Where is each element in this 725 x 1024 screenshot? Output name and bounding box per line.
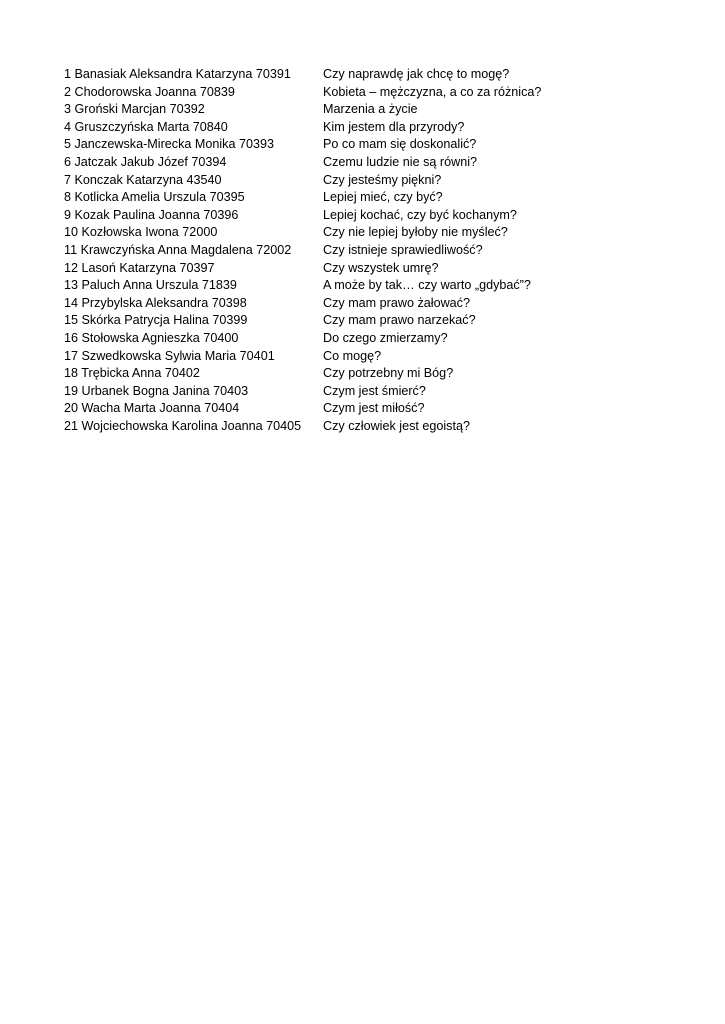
student-entry: 9 Kozak Paulina Joanna 70396 <box>64 207 239 222</box>
student-entry: 2 Chodorowska Joanna 70839 <box>64 84 235 99</box>
student-entry: 1 Banasiak Aleksandra Katarzyna 70391 <box>64 67 291 81</box>
essay-topic: Co mogę? <box>323 348 382 363</box>
essay-topic: Czy potrzebny mi Bóg? <box>323 366 454 381</box>
student-entry: 8 Kotlicka Amelia Urszula 70395 <box>64 190 245 205</box>
student-entry: 7 Konczak Katarzyna 43540 <box>64 172 222 187</box>
essay-topic: Marzenia a życie <box>323 102 418 117</box>
list-item <box>64 260 664 278</box>
essay-topic: Czy człowiek jest egoistą? <box>323 418 470 433</box>
list-item <box>64 418 664 436</box>
list-item <box>64 136 664 154</box>
essay-topic: Czy mam prawo żałować? <box>323 295 470 310</box>
student-entry: 15 Skórka Patrycja Halina 70399 <box>64 313 248 328</box>
essay-topic: Czemu ludzie nie są równi? <box>323 154 477 169</box>
list-item <box>64 207 664 225</box>
list-item <box>64 348 664 366</box>
student-entry: 18 Trębicka Anna 70402 <box>64 366 200 381</box>
student-entry: 16 Stołowska Agnieszka 70400 <box>64 330 239 345</box>
student-entry: 10 Kozłowska Iwona 72000 <box>64 225 218 240</box>
list-item <box>64 101 664 119</box>
student-entry: 12 Lasoń Katarzyna 70397 <box>64 260 215 275</box>
student-entry: 19 Urbanek Bogna Janina 70403 <box>64 383 249 398</box>
essay-topic: Czym jest śmierć? <box>323 383 426 398</box>
essay-topic: Do czego zmierzamy? <box>323 330 448 345</box>
essay-topic: Czy wszystek umrę? <box>323 260 439 275</box>
student-entry: 13 Paluch Anna Urszula 71839 <box>64 278 237 293</box>
essay-topic: Po co mam się doskonalić? <box>323 137 477 152</box>
student-topic-list <box>64 66 664 435</box>
list-item <box>64 154 664 172</box>
essay-topic: Czy istnieje sprawiedliwość? <box>323 242 483 257</box>
list-item <box>64 400 664 418</box>
student-entry: 14 Przybylska Aleksandra 70398 <box>64 295 247 310</box>
list-item <box>64 330 664 348</box>
essay-topic: Czym jest miłość? <box>323 401 425 416</box>
essay-topic: Kim jestem dla przyrody? <box>323 119 465 134</box>
list-item <box>64 189 664 207</box>
list-item <box>64 119 664 137</box>
list-item <box>64 84 664 102</box>
student-entry: 17 Szwedkowska Sylwia Maria 70401 <box>64 348 275 363</box>
list-item <box>64 365 664 383</box>
essay-topic: Czy nie lepiej byłoby nie myśleć? <box>323 225 508 240</box>
list-item <box>64 242 664 260</box>
essay-topic: Lepiej kochać, czy być kochanym? <box>323 207 517 222</box>
student-entry: 20 Wacha Marta Joanna 70404 <box>64 401 240 416</box>
essay-topic: Czy naprawdę jak chcę to mogę? <box>323 67 510 81</box>
essay-topic: Kobieta – mężczyzna, a co za różnica? <box>323 84 542 99</box>
essay-topic: Lepiej mieć, czy być? <box>323 190 443 205</box>
student-entry: 5 Janczewska-Mirecka Monika 70393 <box>64 137 274 152</box>
student-entry: 6 Jatczak Jakub Józef 70394 <box>64 154 227 169</box>
student-entry: 21 Wojciechowska Karolina Joanna 70405 <box>64 418 302 433</box>
essay-topic: Czy mam prawo narzekać? <box>323 313 476 328</box>
list-item <box>64 172 664 190</box>
list-item <box>64 277 664 295</box>
essay-topic: Czy jesteśmy piękni? <box>323 172 442 187</box>
list-item <box>64 66 664 84</box>
list-item <box>64 224 664 242</box>
student-entry: 3 Groński Marcjan 70392 <box>64 102 205 117</box>
list-item <box>64 312 664 330</box>
essay-topic: A może by tak… czy warto „gdybać”? <box>323 278 531 293</box>
student-entry: 4 Gruszczyńska Marta 70840 <box>64 119 228 134</box>
list-item <box>64 383 664 401</box>
student-entry: 11 Krawczyńska Anna Magdalena 72002 <box>64 242 292 257</box>
list-item <box>64 295 664 313</box>
